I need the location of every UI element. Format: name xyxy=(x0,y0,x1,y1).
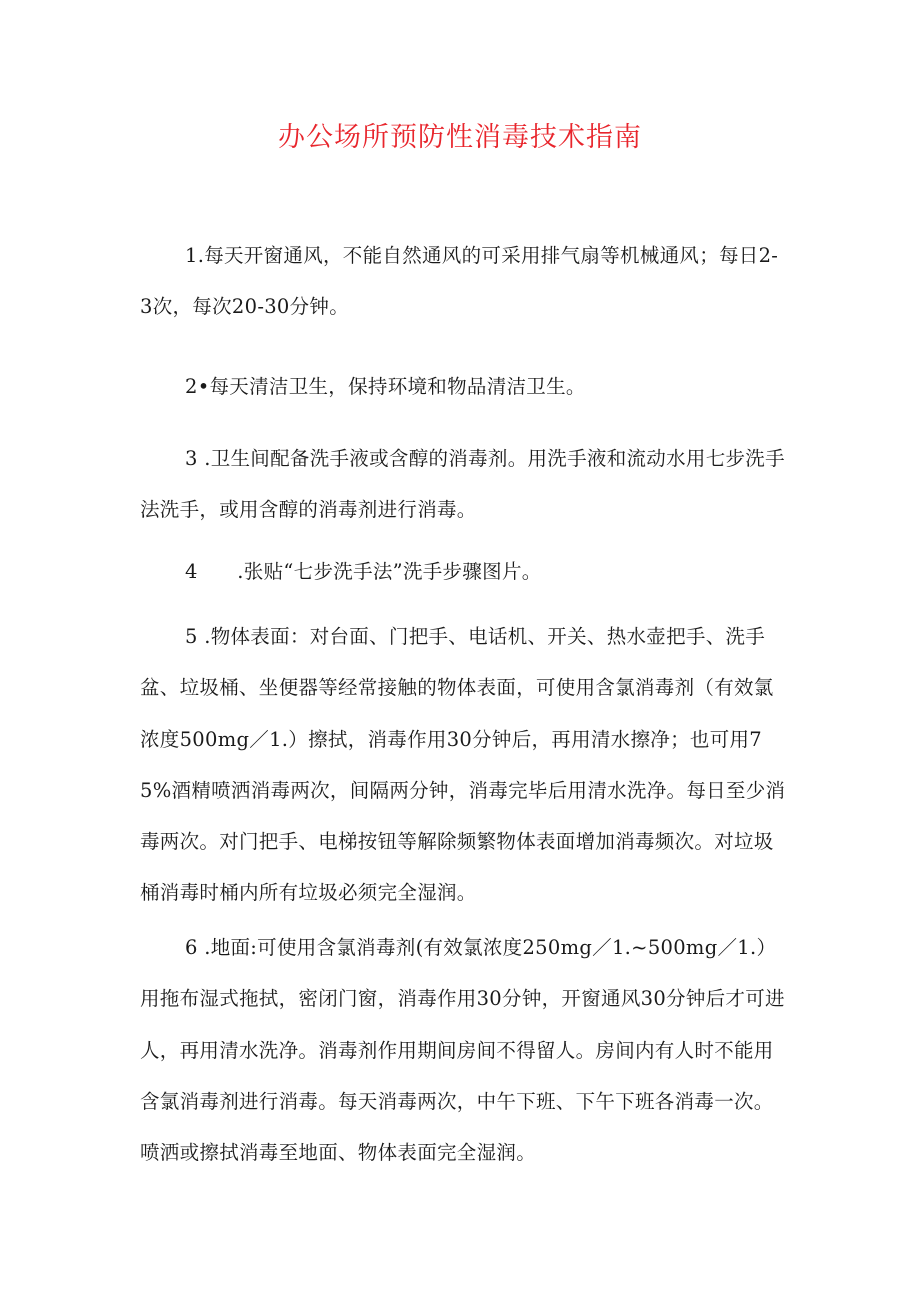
paragraph-2: 2•每天清洁卫生，保持环境和物品清洁卫生。 xyxy=(185,375,586,398)
paragraph-5: 5 .物体表面：对台面、门把手、电话机、开关、热水壶把手、洗手盆、垃圾桶、坐便器等经常接触的物体表面，可使用含氯消毒剂（有效氯浓度500mg／1.）擦拭，消毒作用30分钟后，再用清水擦净；也可用75%酒精喷洒消毒两次，间隔两分钟，消毒完毕后用清水洗净。每日至少消毒两次。对门把手、电梯按钮等解除频繁物体表面增加消毒频次。对垃圾桶消毒时桶内所有垃圾必须完全湿润。 xyxy=(140,625,786,905)
document-title: 办公场所预防性消毒技术指南 xyxy=(278,122,642,153)
paragraph-3: 3 .卫生间配备洗手液或含醇的消毒剂。用洗手液和流动水用七步洗手法洗手，或用含醇的消毒剂进行消毒。 xyxy=(140,447,785,522)
paragraph-6: 6 .地面:可使用含氯消毒剂(有效氯浓度250mg／1.~500mg／1.）用拖布湿式拖拭，密闭门窗，消毒作用30分钟，开窗通风30分钟后才可进人，再用清水洗净。消毒剂作用期间房间不得留人。房间内有人时不能用含氯消毒剂进行消毒。每天消毒两次，中午下班、下午下班各消毒一次。喷洒或擦拭消毒至地面、物体表面完全湿润。 xyxy=(140,936,785,1165)
paragraph-1: 1.每天开窗通风，不能自然通风的可采用排气扇等机械通风；每日2-3次，每次20-30分钟。 xyxy=(140,244,779,319)
paragraph-4: 4 .张贴“七步洗手法”洗手步骤图片。 xyxy=(185,560,542,583)
